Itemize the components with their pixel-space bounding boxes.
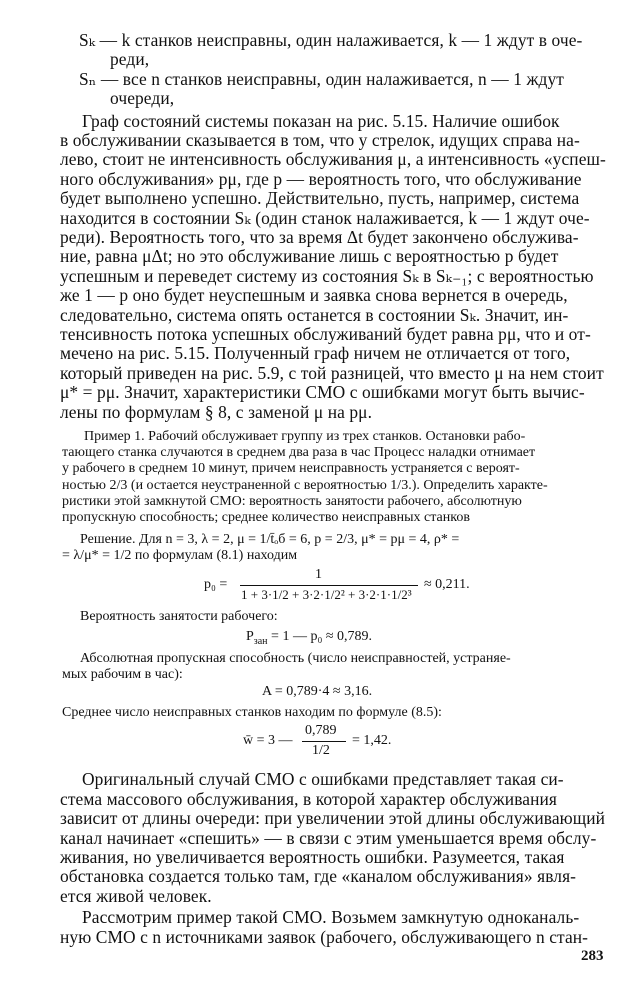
state-line: Sₖ — k станков неисправны, один налаживается, k — 1 ждут в оче-	[79, 30, 583, 50]
example-line: ностью 2/3 (и остается неустраненной с вероятностью 1/3.). Определить характе-	[62, 477, 548, 493]
paragraph-line: лево, стоит не интенсивность обслуживания μ, а интенсивность «успеш-	[60, 149, 606, 170]
formula-numerator: 0,789	[305, 723, 337, 739]
paragraph-line: в обслуживании сказывается в том, что у стрелок, идущих справа на-	[60, 130, 580, 150]
paragraph-line: лены по формулам § 8, с заменой μ на pμ.	[60, 401, 373, 422]
paragraph-line: ного обслуживания» pμ, где p — вероятность того, что обслуживание	[60, 168, 582, 189]
formula-denominator: 1/2	[312, 743, 330, 759]
paragraph-line: живания, но увеличивается вероятность ошибки. Разумеется, такая	[60, 847, 565, 867]
example-line: тающего станка случаются в среднем два раза в час Процесс наладки отнимает	[62, 445, 536, 461]
paragraph-line: который приведен на рис. 5.9, с той разницей, что вместо μ на нем стоит	[60, 362, 604, 383]
fraction-bar	[240, 585, 418, 586]
formula-denominator: 1 + 3·1/2 + 3·2·1/2² + 3·2·1·1/2³	[241, 586, 412, 602]
throughput-label: Абсолютная пропускная способность (число неисправностей, устраняе-	[80, 650, 511, 666]
formula-lhs: p₀ =	[204, 576, 228, 592]
paragraph-line: ется живой человек.	[60, 885, 212, 906]
throughput-label: мых рабочим в час):	[62, 667, 183, 682]
paragraph-line: тенсивность потока успешных обслуживаний будет равна pμ, что и от-	[60, 324, 591, 344]
example-line: ристики этой замкнутой СМО: вероятность занятости рабочего, абсолютную	[62, 493, 522, 509]
busy-label: Вероятность занятости рабочего:	[80, 608, 278, 624]
solution-line: Решение. Для n = 3, λ = 2, μ = 1/t̄ₒб = 6, p = 2/3, μ* = pμ = 4, ρ* =	[80, 532, 460, 548]
paragraph-line: ную СМО с n источниками заявок (рабочего, обслуживающего n стан-	[60, 926, 589, 947]
paragraph-line: Рассмотрим пример такой СМО. Возьмем замкнутую одноканаль-	[82, 907, 580, 928]
paragraph-line: обстановка создается только там, где «каналом обслуживания» явля-	[60, 866, 577, 887]
formula-throughput: A = 0,789·4 ≈ 3,16.	[262, 684, 373, 700]
formula-rhs: ≈ 0,211.	[424, 576, 470, 592]
paragraph-line: находится в состоянии Sₖ (один станок налаживается, k — 1 ждут оче-	[60, 207, 590, 228]
paragraph-line: же 1 — p оно будет неуспешным и заявка снова вернется в очередь,	[60, 285, 568, 306]
paragraph-line: зависит от длины очереди: при увеличении этой длины обслуживающий	[60, 808, 606, 829]
fraction-bar	[302, 741, 346, 742]
formula-lhs: w̄ = 3 —	[243, 733, 293, 749]
state-line: очереди,	[110, 88, 175, 109]
avg-label: Среднее число неисправных станков находим по формуле (8.5):	[62, 705, 442, 721]
paragraph-line: следовательно, система опять останется в состоянии Sₖ. Значит, ин-	[60, 304, 569, 325]
formula-busy: $P_{зан} = 1$ — p₀ ≈ 0,789.	[246, 628, 373, 647]
paragraph-line: ние, равна μΔt; но это обслуживание лишь с вероятностью p будет	[60, 246, 559, 267]
paragraph-line: μ* = pμ. Значит, характеристики СМО с ошибками могут быть вычис-	[60, 382, 585, 403]
paragraph-line: будет выполнено успешно. Действительно, пусть, например, система	[60, 188, 580, 209]
state-line: реди,	[110, 49, 150, 70]
example-line: пропускную способность; среднее количество неисправных станков	[62, 510, 470, 525]
state-line: Sₙ — все n станков неисправны, один налаживается, n — 1 ждут	[79, 68, 565, 89]
paragraph-line: мечено на рис. 5.15. Полученный граф ничем не отличается от того,	[60, 343, 571, 364]
solution-line: = λ/μ* = 1/2 по формулам (8.1) находим	[62, 548, 298, 564]
paragraph-line: канал начинает «спешить» — в связи с этим уменьшается время обслу-	[60, 827, 597, 848]
example-line: Пример 1. Рабочий обслуживает группу из трех станков. Остановки рабо-	[84, 429, 526, 444]
paragraph-line: стема массового обслуживания, в которой характер обслуживания	[60, 788, 558, 809]
paragraph-line: успешным и переведет систему из состояния Sₖ в Sₖ₋₁; с вероятностью	[60, 265, 594, 286]
paragraph-line: реди). Вероятность того, что за время Δt будет закончено обслужива-	[60, 227, 579, 247]
paragraph-line: Граф состояний системы показан на рис. 5.15. Наличие ошибок	[82, 110, 560, 131]
formula-rhs: = 1,42.	[352, 733, 392, 749]
example-line: у рабочего в среднем 10 минут, причем неисправность устраняется с вероят-	[62, 461, 520, 477]
paragraph-line: Оригинальный случай СМО с ошибками представляет такая си-	[82, 769, 564, 790]
formula-numerator: 1	[315, 566, 322, 582]
page-number: 283	[581, 948, 604, 964]
